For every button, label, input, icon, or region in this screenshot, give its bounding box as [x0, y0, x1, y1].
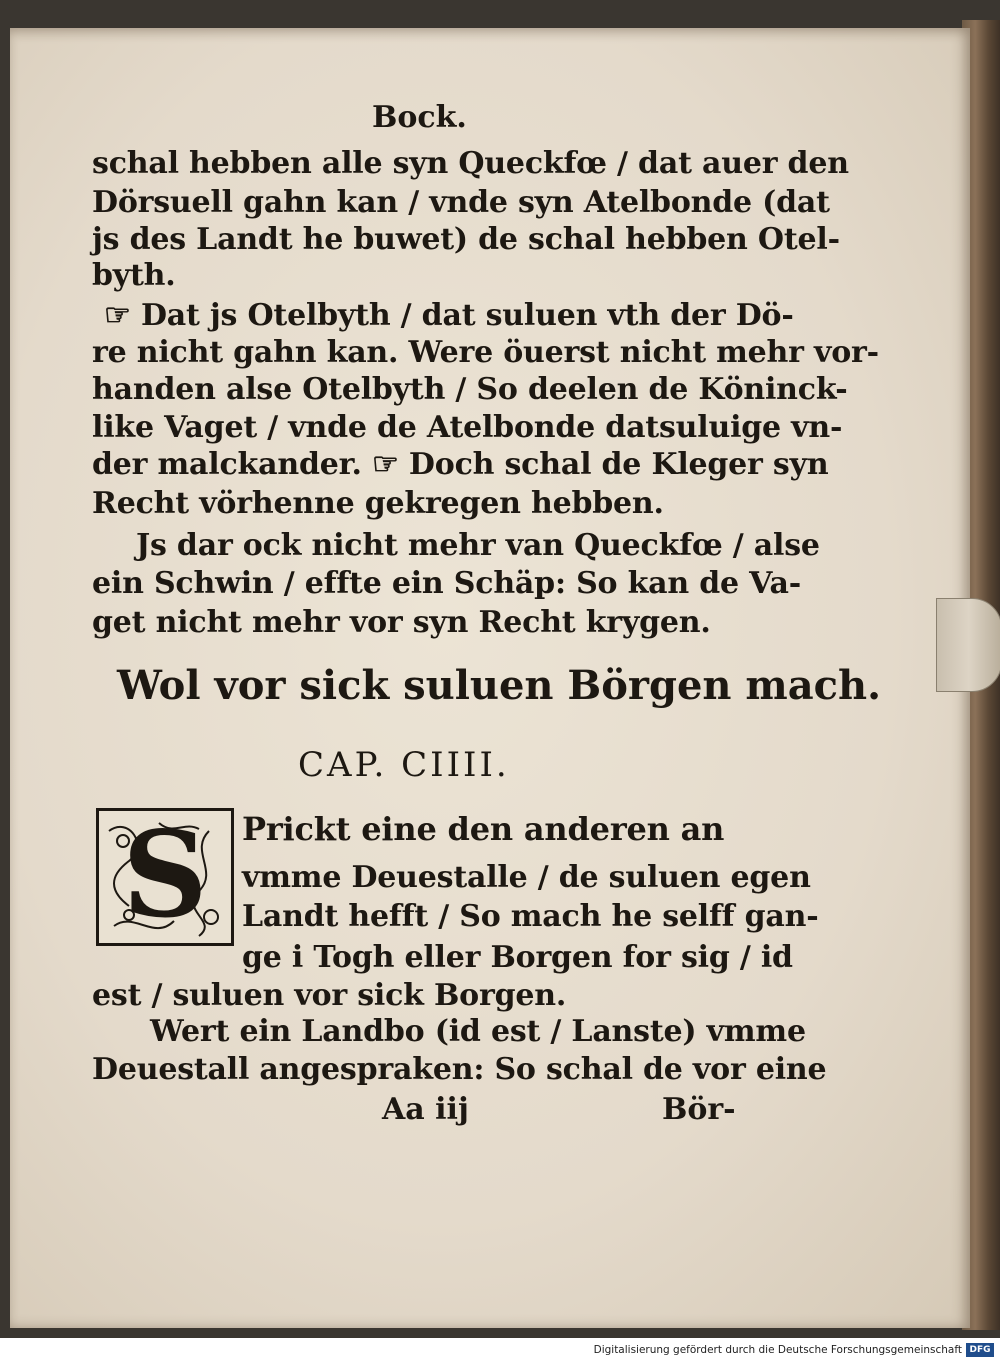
- text-line: handen alse Otelbyth / So deelen de Köninck-: [92, 372, 848, 407]
- text-line: est / suluen vor sick Borgen.: [92, 978, 567, 1013]
- signature-mark: Aa iij: [382, 1092, 469, 1127]
- text-line: get nicht mehr vor syn Recht krygen.: [92, 605, 711, 640]
- text-line: Prickt eine den anderen an: [242, 810, 725, 848]
- initial-letter: S: [122, 808, 208, 944]
- text-line: vmme Deuestalle / de suluen egen: [242, 860, 811, 895]
- text-line: Recht vörhenne gekregen hebben.: [92, 486, 664, 521]
- dfg-logo: DFG: [966, 1343, 994, 1357]
- text-line: like Vaget / vnde de Atelbonde datsuluige vn-: [92, 410, 843, 445]
- chapter-heading: Wol vor sick suluen Börgen mach.: [117, 662, 882, 709]
- decorated-initial: [96, 808, 234, 946]
- text-line: Landt hefft / So mach he selff gan-: [242, 899, 819, 934]
- text-line: schal hebben alle syn Queckfœ / dat auer den: [92, 146, 849, 181]
- text-line: Dörsuell gahn kan / vnde syn Atelbonde (dat: [92, 185, 830, 220]
- footer-credit: Digitalisierung gefördert durch die Deutsche Forschungsgemeinschaft: [593, 1344, 962, 1356]
- text-line: ein Schwin / effte ein Schäp: So kan de Va-: [92, 566, 801, 601]
- text-line: ge i Togh eller Borgen for sig / id: [242, 940, 793, 975]
- text-line: js des Landt he buwet) de schal hebben Otel-: [92, 222, 840, 257]
- text-line: Wert ein Landbo (id est / Lanste) vmme: [150, 1014, 806, 1049]
- text-line: Deuestall angespraken: So schal de vor eine: [92, 1052, 827, 1087]
- text-line: byth.: [92, 258, 176, 293]
- text-line: der malckander. ☞ Doch schal de Kleger syn: [92, 447, 829, 482]
- footer-bar: [0, 1338, 1000, 1365]
- chapter-number: CAP. CIIII.: [298, 745, 510, 785]
- text-line: Js dar ock nicht mehr van Queckfœ / alse: [136, 528, 820, 563]
- catchword: Bör-: [662, 1092, 736, 1127]
- bookmark-tab: [936, 598, 1000, 692]
- running-head: Bock.: [372, 100, 467, 135]
- text-line: ☞ Dat js Otelbyth / dat suluen vth der Dö-: [104, 298, 794, 333]
- text-line: re nicht gahn kan. Were öuerst nicht mehr vor-: [92, 335, 879, 370]
